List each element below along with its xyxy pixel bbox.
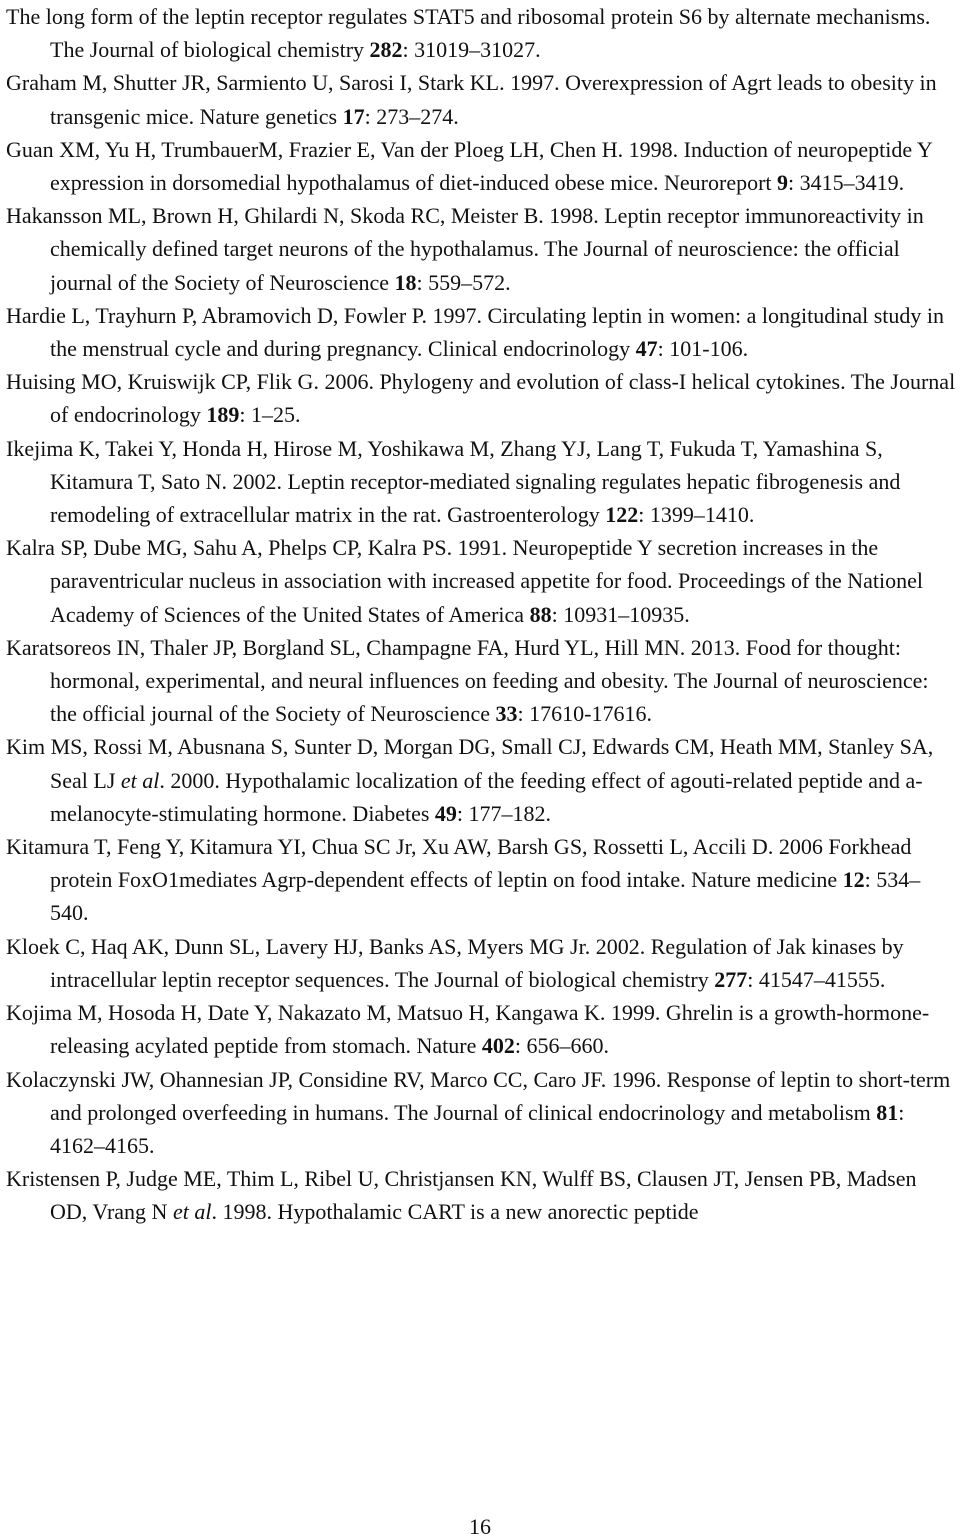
reference-entry: Kristensen P, Judge ME, Thim L, Ribel U, Christjansen KN, Wulff BS, Clausen JT, Jensen PB, Madsen OD, Vrang N et al. 1998. Hypothalamic CART is a new anorectic peptide xyxy=(6,1166,917,1225)
reference-entry: Kalra SP, Dube MG, Sahu A, Phelps CP, Kalra PS. 1991. Neuropeptide Y secretion increases in the paraventricular nucleus in association with increased appetite for food. Proceedings of the Nationel Academy of Sciences of the United States of America 88: 10931–10935. xyxy=(6,535,923,627)
reference-entry: Karatsoreos IN, Thaler JP, Borgland SL, Champagne FA, Hurd YL, Hill MN. 2013. Food for thought: hormonal, experimental, and neural influences on feeding and obesity. The Journal of neuroscience: the official journal of the Society of Neuroscience 33: 17610-17616. xyxy=(6,634,929,727)
page-number: 16 xyxy=(469,1514,491,1539)
reference-list xyxy=(6,0,958,1229)
reference-entry: The long form of the leptin receptor regulates STAT5 and ribosomal protein S6 by alternate mechanisms. The Journal of biological chemistry 282: 31019–31027. xyxy=(6,4,931,63)
reference-entry: Hardie L, Trayhurn P, Abramovich D, Fowler P. 1997. Circulating leptin in women: a longitudinal study in the menstrual cycle and during pregnancy. Clinical endocrinology 47: 101-106. xyxy=(6,302,944,362)
reference-entry: Kolaczynski JW, Ohannesian JP, Considine RV, Marco CC, Caro JF. 1996. Response of leptin to short-term and prolonged overfeeding in humans. The Journal of clinical endocrinology and metabolism 81: 4162–4165. xyxy=(6,1066,951,1158)
reference-entry: Hakansson ML, Brown H, Ghilardi N, Skoda RC, Meister B. 1998. Leptin receptor immunoreactivity in chemically defined target neurons of the hypothalamus. The Journal of neuroscience: the official journal of the Society of Neuroscience 18: 559–572. xyxy=(6,203,924,295)
reference-entry: Huising MO, Kruiswijk CP, Flik G. 2006. Phylogeny and evolution of class-I helical cytokines. The Journal of endocrinology 189: 1–25. xyxy=(6,369,956,428)
reference-entry: Kojima M, Hosoda H, Date Y, Nakazato M, Matsuo H, Kangawa K. 1999. Ghrelin is a growth-hormone-releasing acylated peptide from stomach. Nature 402: 656–660. xyxy=(6,1000,930,1059)
reference-entry: Ikejima K, Takei Y, Honda H, Hirose M, Yoshikawa M, Zhang YJ, Lang T, Fukuda T, Yamashina S, Kitamura T, Sato N. 2002. Leptin receptor-mediated signaling regulates hepatic fibrogenesis and remodeling of extracellular matrix in the rat. Gastroenterology 122: 1399–1410. xyxy=(6,435,901,528)
reference-entry: Kitamura T, Feng Y, Kitamura YI, Chua SC Jr, Xu AW, Barsh GS, Rossetti L, Accili D. 2006 Forkhead protein FoxO1mediates Agrp-dependent effects of leptin on food intake. Nature medicine 12: 534–540. xyxy=(6,834,921,926)
reference-entry: Kim MS, Rossi M, Abusnana S, Sunter D, Morgan DG, Small CJ, Edwards CM, Heath MM, Stanley SA, Seal LJ et al. 2000. Hypothalamic localization of the feeding effect of agouti-related peptide and a-melanocyte-stimulating hormone. Diabetes 49: 177–182. xyxy=(6,734,934,826)
reference-entry: Guan XM, Yu H, TrumbauerM, Frazier E, Van der Ploeg LH, Chen H. 1998. Induction of neuropeptide Y expression in dorsomedial hypothalamus of diet-induced obese mice. Neuroreport 9: 3415–3419. xyxy=(6,136,932,196)
reference-entry: Graham M, Shutter JR, Sarmiento U, Sarosi I, Stark KL. 1997. Overexpression of Agrt leads to obesity in transgenic mice. Nature genetics 17: 273–274. xyxy=(6,70,937,129)
reference-entry: Kloek C, Haq AK, Dunn SL, Lavery HJ, Banks AS, Myers MG Jr. 2002. Regulation of Jak kinases by intracellular leptin receptor sequences. The Journal of biological chemistry 277: 41547–41555. xyxy=(6,933,904,992)
